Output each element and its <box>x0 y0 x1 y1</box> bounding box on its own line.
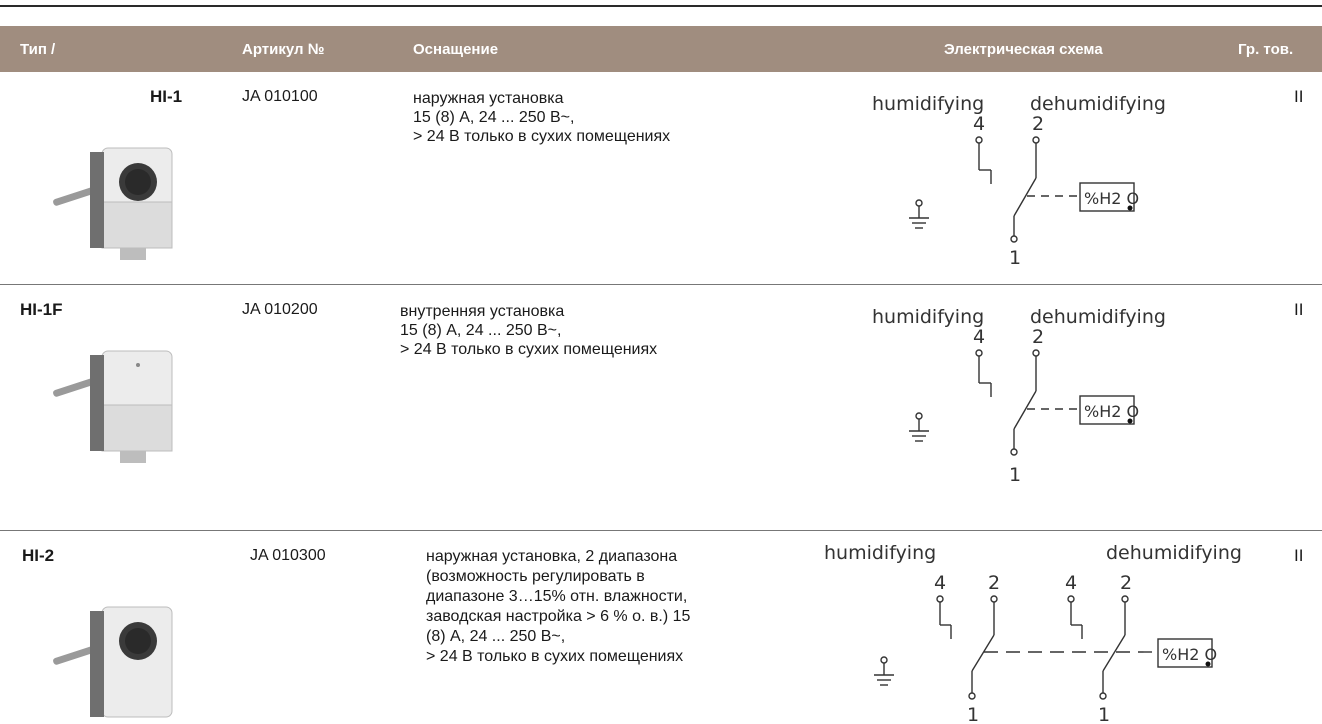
table-header <box>0 26 1322 72</box>
humidistat-photo <box>52 599 182 724</box>
terminal-1: 1 <box>1009 247 1022 269</box>
row-type: HI-2 <box>22 546 55 565</box>
header-schema: Электрическая схема <box>944 41 1103 58</box>
table-row <box>0 531 1322 724</box>
row-equipment: внутренняя установка 15 (8) А, 24 ... 250 В~, > 24 В только в сухих помещениях <box>400 303 658 358</box>
table-row <box>0 72 1322 284</box>
wiring-diagram <box>820 531 1290 724</box>
humidistat-photo <box>52 343 182 473</box>
terminal-2: 2 <box>1032 326 1045 348</box>
row-article: JA 010100 <box>242 88 318 105</box>
label-humidifying: humidifying <box>824 542 937 564</box>
row-article: JA 010300 <box>250 547 326 564</box>
header-equipment: Оснащение <box>413 41 499 58</box>
label-dehumidifying: dehumidifying <box>1030 306 1166 328</box>
label-dehumidifying: dehumidifying <box>1030 93 1166 115</box>
row-equipment: наружная установка 15 (8) А, 24 ... 250 В~, > 24 В только в сухих помещениях <box>413 90 671 145</box>
row-equipment: наружная установка, 2 диапазона (возможность регулировать в диапазоне 3…15% отн. влажности, заводская настройка > 6 % о. в.) 15 (8) А, 24 ... 250 В~, > 24 В только в сухих помещениях <box>426 548 691 665</box>
header-group: Гр. тов. <box>1238 41 1294 58</box>
terminal-2: 2 <box>1032 113 1045 135</box>
label-humidifying: humidifying <box>872 306 985 328</box>
row-group: II <box>1294 546 1304 565</box>
terminal-4: 4 <box>973 113 986 135</box>
sensor-label: %H2 O <box>1084 189 1140 208</box>
row-group: II <box>1294 87 1304 106</box>
row-type: HI-1F <box>20 300 63 319</box>
header-article: Артикул № <box>242 41 325 58</box>
terminal-4: 4 <box>973 326 986 348</box>
table-row <box>0 285 1322 530</box>
terminal-2: 2 <box>988 572 1001 594</box>
terminal-1: 1 <box>967 704 980 724</box>
terminal-2b: 2 <box>1120 572 1133 594</box>
sensor-label: %H2 O <box>1162 645 1218 664</box>
wiring-diagram <box>860 72 1220 272</box>
row-article: JA 010200 <box>242 301 318 318</box>
row-type: HI-1 <box>150 87 183 106</box>
header-type: Тип / <box>20 41 56 58</box>
label-dehumidifying: dehumidifying <box>1106 542 1242 564</box>
terminal-4: 4 <box>934 572 947 594</box>
top-rule <box>0 5 1322 7</box>
terminal-4b: 4 <box>1065 572 1078 594</box>
sensor-label: %H2 O <box>1084 402 1140 421</box>
row-group: II <box>1294 300 1304 319</box>
humidistat-photo <box>52 140 182 270</box>
label-humidifying: humidifying <box>872 93 985 115</box>
wiring-diagram <box>860 285 1220 495</box>
terminal-1b: 1 <box>1098 704 1111 724</box>
terminal-1: 1 <box>1009 464 1022 486</box>
